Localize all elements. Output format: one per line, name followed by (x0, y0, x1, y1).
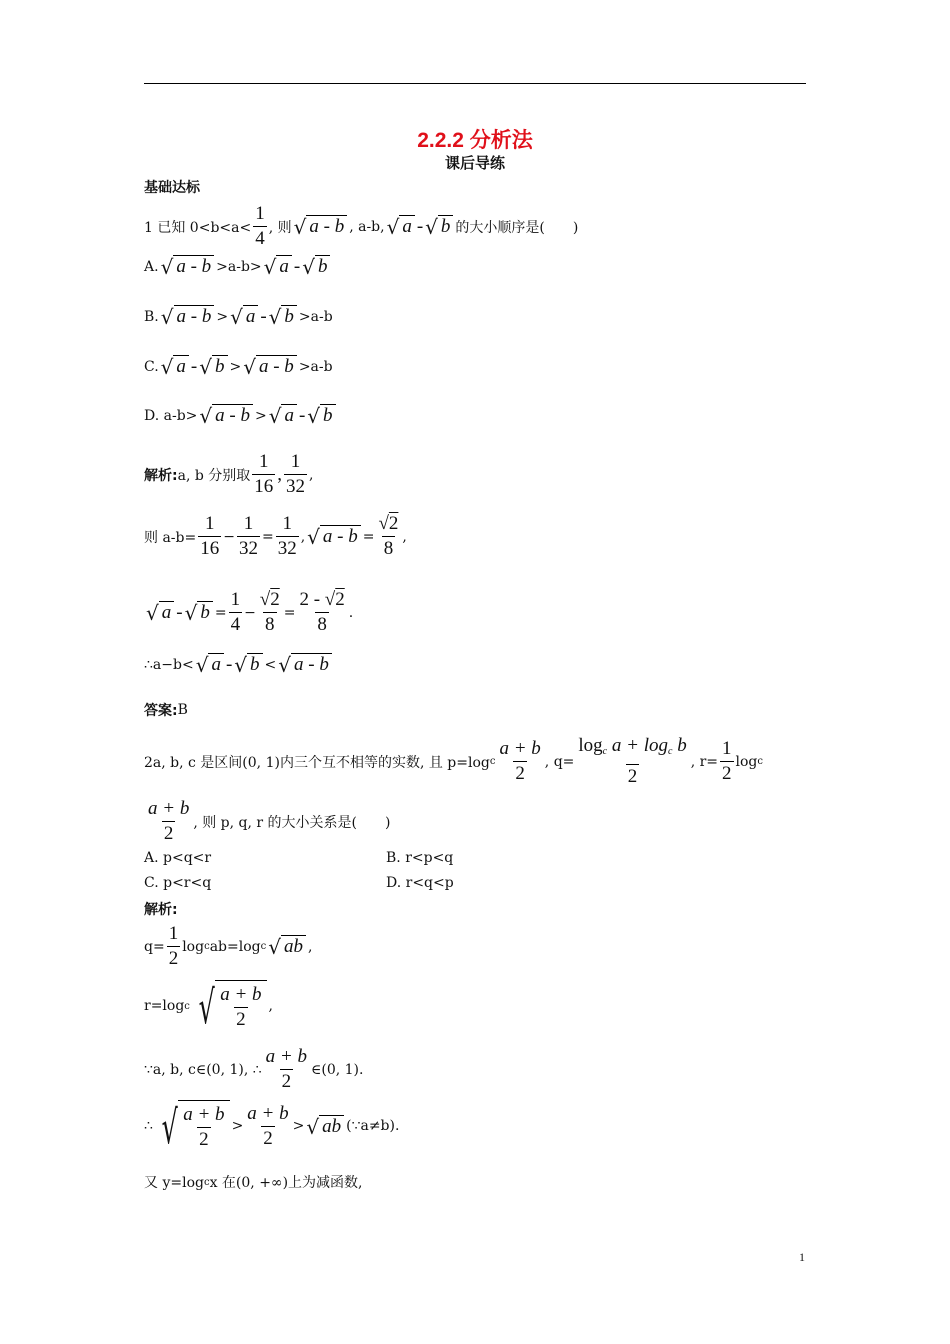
question-1: 1 已知 0<b<a< $\frac{1}{4}$ , 则 √ a - b , a-b, √ a - √ b 的大小顺序是( ) (144, 203, 579, 249)
solution-1-line-4: ∴a−b< √ a - √ b < √ a - b (144, 653, 334, 676)
option-a: A. √ a - b >a-b> √ a - √ b (144, 255, 332, 278)
q2-option-c: C. p<r<q (144, 875, 212, 891)
solution-1-line-1: 解析: a, b 分别取 $\frac{1}{16}$ , $\frac{1}{32}$ , (144, 451, 314, 497)
solution-2-line-5: 又 y=log c x 在(0, +∞)上为减函数, (144, 1175, 363, 1191)
option-d: D. a-b> √ a - b > √ a - √ b (144, 404, 338, 427)
question-2-line-2: $\frac{a + b}{2}$ , 则 p, q, r 的大小关系是( ) (148, 798, 391, 844)
section-heading: 基础达标 (144, 180, 200, 196)
option-c: C. √ a - √ b > √ a - b >a-b (144, 355, 333, 379)
solution-2-line-3: ∵a, b, c∈(0, 1), ∴ $\frac{a + b}{2}$ ∈(0, 1). (144, 1046, 364, 1092)
q2-option-a: A. p<q<r (144, 850, 212, 866)
solution-2-line-4: ∴ √ $\frac{a + b}{2}$ > $\frac{a + b}{2}$ > √ ab (∵a≠b). (144, 1100, 400, 1154)
option-b: B. √ a - b > √ a - √ b >a-b (144, 305, 333, 329)
solution-2-label: 解析: (144, 902, 178, 918)
page-subtitle: 课后导练 (444, 154, 505, 172)
page-number: 1 (799, 1250, 805, 1264)
fraction: $\frac{1}{4}$ (255, 203, 265, 249)
q2-option-d: D. r<q<p (386, 875, 454, 891)
page-title: 2.2.2 分析法 (417, 129, 533, 152)
solution-2-r: r=log c √ $\frac{a + b}{2}$ , (144, 980, 273, 1034)
sqrt-a: √ a (387, 215, 415, 238)
answer-1: 答案: B (144, 702, 188, 719)
q2-option-b: B. r<p<q (386, 850, 454, 866)
sqrt-b: √ b (425, 215, 453, 238)
question-2-line-1: 2a, b, c 是区间(0, 1)内三个互不相等的实数, 且 p=log c $\frac{a + b}{2}$ , q= $\frac{\log_c a + \log_c b}{2}$ , r= $\frac{1}{2}$ log c (144, 735, 763, 787)
header-rule (144, 83, 806, 84)
solution-1-line-2: 则 a-b= $\frac{1}{16}$ − $\frac{1}{32}$ = $\frac{1}{32}$ , √ a - b = $\frac{√2}{8}$ , (144, 513, 407, 559)
solution-2-q: q= $\frac{1}{2}$ log c ab=log c √ ab , (144, 923, 313, 969)
sqrt-a-minus-b: √ a - b (294, 215, 348, 238)
solution-1-line-3: √ a - √ b = $\frac{1}{4}$ − $\frac{√2}{8}$ = $\frac{2 - √2}{8}$ . (146, 589, 354, 635)
